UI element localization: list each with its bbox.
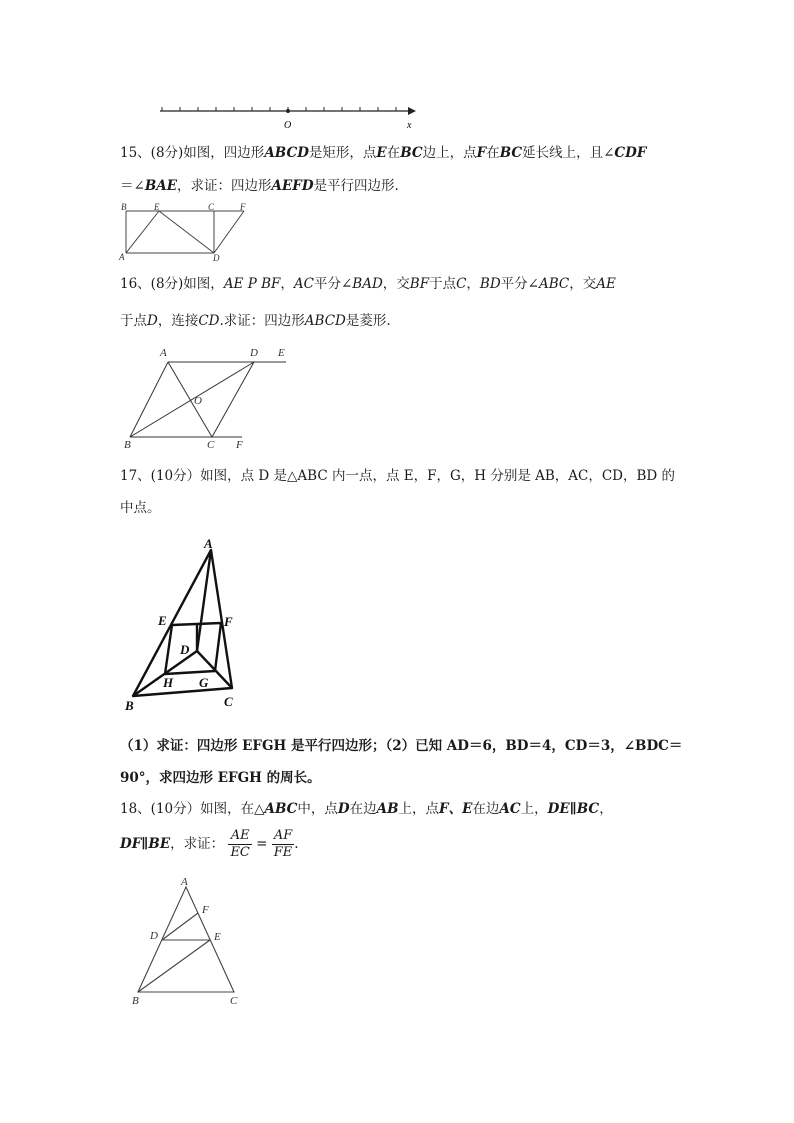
- q15-label-f: F: [240, 202, 246, 212]
- fraction-ae-ec: $\frac{AE}{EC}$: [230, 828, 250, 860]
- q17-label-c: C: [224, 694, 233, 709]
- q16-label-d: D: [250, 347, 258, 359]
- q17-label-f: F: [224, 614, 233, 629]
- axis-label: x: [407, 120, 412, 131]
- q16-line2: 于点D，连接CD.求证：四边形ABCD是菱形.: [120, 313, 391, 329]
- q15-label-b: B: [121, 202, 127, 212]
- q17-parts-line1: （1）求证：四边形 EFGH 是平行四边形；（2）已知 AD＝6，BD＝4，CD＝3，∠BDC＝: [120, 738, 683, 754]
- q16-label-b: B: [124, 439, 131, 451]
- fraction-af-fe: $\frac{AF}{FE}$: [273, 828, 293, 860]
- q18-label-e: E: [214, 931, 221, 943]
- q17-parts-line2: 90°，求四边形 EFGH 的周长。: [120, 770, 321, 786]
- q17-line2: 中点。: [120, 500, 161, 516]
- q18-label-b: B: [132, 995, 139, 1007]
- q17-label-b: B: [125, 698, 134, 713]
- q16-label-o: O: [194, 395, 202, 407]
- q17-line1: 17、(10分）如图，点 D 是△ABC 内一点，点 E，F，G，H 分别是 AB，AC，CD，BD 的: [120, 468, 676, 484]
- q15-figure: [116, 200, 256, 262]
- q18-label-f: F: [202, 904, 209, 916]
- q17-label-d: D: [180, 642, 190, 657]
- q15-label-c: C: [208, 202, 215, 212]
- q16-label-f: F: [236, 439, 243, 451]
- q15-label-a: A: [119, 252, 125, 262]
- q16-label-a: A: [160, 347, 167, 359]
- q15-label-d: D: [213, 253, 220, 262]
- q16-line1: 16、(8分)如图，AE P BF，AC平分∠BAD，交BF于点C，BD平分∠ABC，交AE: [120, 276, 616, 292]
- q16-figure: [118, 342, 298, 454]
- q18-label-c: C: [230, 995, 238, 1007]
- number-line: [150, 98, 430, 132]
- q17-label-e: E: [158, 613, 167, 628]
- q16-label-c: C: [207, 439, 215, 451]
- q18-line2: DF∥BE，求证： $\frac{AE}{EC}$ = $\frac{AF}{FE}$ .: [120, 828, 299, 860]
- q17-label-g: G: [199, 675, 209, 690]
- q17-label-h: H: [163, 675, 174, 690]
- q15-line2: ＝∠BAE，求证：四边形AEFD是平行四边形.: [120, 178, 399, 194]
- q17-label-a: A: [204, 536, 213, 551]
- q15-line1: 15、(8分)如图，四边形ABCD是矩形，点E在BC边上，点F在BC延长线上，且∠CDF: [120, 145, 647, 161]
- q18-label-a: A: [181, 876, 188, 888]
- q17-figure: [120, 534, 250, 716]
- origin-label: O: [284, 120, 292, 131]
- q18-label-d: D: [150, 930, 158, 942]
- q18-line1: 18、(10分）如图，在△ABC中，点D在边AB上，点F、E在边AC上，DE∥BC，: [120, 801, 613, 817]
- q15-label-e: E: [154, 202, 160, 212]
- q16-label-e: E: [278, 347, 285, 359]
- q18-figure: [126, 874, 256, 1008]
